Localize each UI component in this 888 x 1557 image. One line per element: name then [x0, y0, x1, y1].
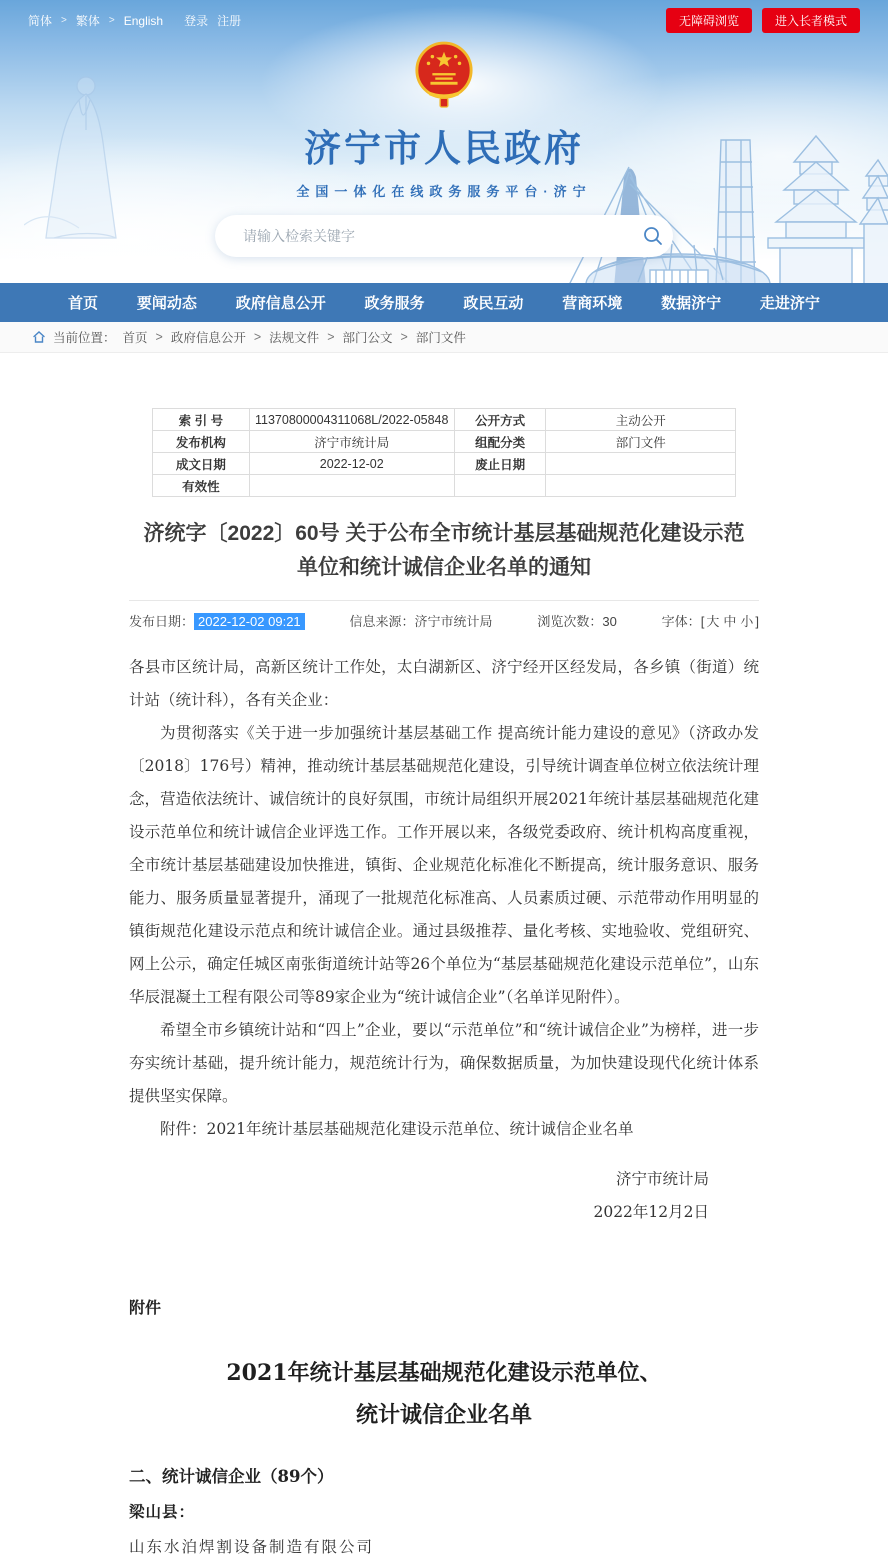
validity-value [249, 475, 454, 497]
lang-simplified-link[interactable]: 简体 [28, 14, 53, 28]
signature-org: 济宁市统计局 [615, 1170, 709, 1188]
publish-date-value: 2022-12-02 09:21 [194, 613, 305, 630]
issuing-agency-label: 发布机构 [153, 431, 250, 453]
appendix-title-line2: 统计诚信企业名单 [355, 1402, 532, 1428]
abolition-date-label: 废止日期 [454, 453, 546, 475]
page-title: 济统字〔2022〕60号 关于公布全市统计基层基础规范化建设示范单位和统计诚信企业名单的通知 [143, 522, 745, 579]
font-size-widget [662, 611, 759, 630]
font-size-small-button[interactable]: 小 [740, 614, 754, 629]
site-subtitle: 全国一体化在线政务服务平台·济宁 [296, 184, 592, 199]
appendix-tag: 附件 [129, 1298, 162, 1317]
paragraph: 各县市区统计局，高新区统计工作处，太白湖新区、济宁经开区经发局，各乡镇（街道）统计站（统计科），各有关企业： [129, 658, 759, 709]
disclosure-method-value: 主动公开 [546, 409, 736, 431]
view-count [537, 611, 616, 630]
empty-cell [546, 475, 736, 497]
view-count-value: 30 [602, 614, 617, 629]
signature-block [129, 1163, 759, 1229]
home-icon[interactable] [32, 330, 46, 344]
paragraph: 希望全市乡镇统计站和“四上”企业，要以“示范单位”和“统计诚信企业”为榜样，进一步夯实统计基础，提升统计能力，规范统计行为，确保数据质量，为加快建设现代化统计体系提供坚实保障。 [129, 1021, 759, 1105]
view-count-label: 浏览次数： [537, 614, 603, 629]
paragraph: 为贯彻落实《关于进一步加强统计基层基础工作 提高统计能力建设的意见》（济政办发〔2018〕176号）精神，推动统计基层基础规范化建设，引导统计调查单位树立依法统计理念，营造依法统计、诚信统计的良好氛围，市统计局组织开展2021年统计基层基础规范化建设示范单位和统计诚信企业评选工作。工作开展以来，各级党委政府、统计机构高度重视，全市统计基层基础建设加快推进，镇街、企业规范化标准化不断提高，统计服务意识、服务能力、服务质量显著提升，涌现了一批规范化标准高、人员素质过硬、示范带动作用明显的镇街规范化建设示范点和统计诚信企业。通过县级推荐、量化考核、实地验收、党组研究、网上公示，确定任城区南张街道统计站等26个单位为“基层基础规范化建设示范单位”，山东华辰混凝土工程有限公司等89家企业为“统计诚信企业”（名单详见附件）。 [129, 724, 759, 1006]
county-heading: 梁山县： [129, 1502, 196, 1521]
nav-item-business-env[interactable]: 营商环境 [562, 295, 623, 312]
separator: > [61, 15, 67, 26]
appendix-section [129, 1295, 759, 1557]
breadcrumb-separator: > [327, 330, 335, 344]
category-label: 组配分类 [454, 431, 546, 453]
nav-item-data-jining[interactable]: 数据济宁 [661, 295, 722, 312]
nav-item-news[interactable]: 要闻动态 [136, 295, 197, 312]
appendix-section-heading: 二、统计诚信企业（89个） [129, 1467, 334, 1486]
breadcrumb-home[interactable]: 首页 [122, 331, 148, 345]
login-link[interactable]: 登录 [184, 14, 209, 28]
category-value: 部门文件 [546, 431, 736, 453]
breadcrumb [0, 322, 888, 353]
breadcrumb-current: 部门文件 [415, 331, 466, 345]
nav-item-home[interactable]: 首页 [68, 295, 99, 312]
nav-item-info-disclosure[interactable]: 政府信息公开 [235, 295, 326, 312]
abolition-date-value [546, 453, 736, 475]
breadcrumb-separator: > [253, 330, 262, 344]
search-bar [215, 215, 673, 257]
table-row [153, 453, 736, 475]
nav-item-interaction[interactable]: 政民互动 [463, 295, 524, 312]
elder-mode-button[interactable]: 进入长者模式 [762, 8, 860, 33]
info-source-value: 济宁市统计局 [414, 614, 493, 629]
appendix-title-line1: 2021年统计基层基础规范化建设示范单位、 [226, 1360, 662, 1386]
written-date-label: 成文日期 [153, 453, 250, 475]
font-size-medium-button[interactable]: 中 [723, 614, 737, 629]
national-emblem-icon [413, 40, 475, 112]
table-row [153, 431, 736, 453]
empty-cell [454, 475, 546, 497]
publish-date-label: 发布日期： [129, 614, 195, 629]
publish-date [129, 611, 305, 630]
accessibility-button[interactable]: 无障碍浏览 [666, 8, 752, 33]
search-icon[interactable] [633, 225, 673, 247]
appendix-title [129, 1352, 759, 1436]
nav-item-gov-services[interactable]: 政务服务 [364, 295, 425, 312]
lang-english-link[interactable]: English [123, 13, 164, 28]
lang-traditional-link[interactable]: 繁体 [75, 14, 100, 28]
font-size-large-button[interactable]: 大 [706, 614, 720, 629]
breadcrumb-regulations[interactable]: 法规文件 [269, 331, 320, 345]
search-input[interactable] [215, 215, 633, 257]
font-size-label: 字体： [661, 614, 701, 629]
written-date-value: 2022-12-02 [249, 453, 454, 475]
doc-info-table [152, 408, 736, 497]
index-number-label: 索 引 号 [153, 409, 250, 431]
attachment-reference: 附件：2021年统计基层基础规范化建设示范单位、统计诚信企业名单 [160, 1120, 634, 1138]
top-buttons [666, 8, 860, 33]
issuing-agency-value: 济宁市统计局 [249, 431, 454, 453]
doc-meta-bar [129, 600, 759, 630]
header-hero [0, 0, 888, 283]
company-list-item: 山东水泊焊割设备制造有限公司 [129, 1538, 375, 1556]
register-link[interactable]: 注册 [217, 14, 242, 28]
main-nav [0, 283, 888, 322]
breadcrumb-info-disclosure[interactable]: 政府信息公开 [170, 331, 246, 345]
signature-date: 2022年12月2日 [593, 1203, 709, 1221]
article-body [129, 651, 759, 1229]
disclosure-method-label: 公开方式 [454, 409, 546, 431]
document-container [129, 408, 759, 1557]
site-title: 济宁市人民政府 [304, 128, 584, 169]
table-row [153, 475, 736, 497]
breadcrumb-separator: > [400, 330, 408, 344]
info-source-label: 信息来源： [349, 614, 415, 629]
separator: > [108, 15, 115, 26]
language-links [28, 12, 241, 29]
table-row [153, 409, 736, 431]
bracket: [ [700, 614, 705, 629]
index-number-value: 11370800004311068L/2022-05848 [249, 409, 454, 431]
validity-label: 有效性 [153, 475, 250, 497]
bracket: ] [755, 614, 759, 629]
breadcrumb-prefix: 当前位置： [53, 331, 116, 345]
breadcrumb-separator: > [155, 330, 163, 344]
info-source [350, 611, 493, 630]
nav-item-about-jining[interactable]: 走进济宁 [759, 295, 820, 312]
breadcrumb-dept-docs[interactable]: 部门公文 [342, 331, 393, 345]
top-utility-bar [0, 8, 888, 33]
